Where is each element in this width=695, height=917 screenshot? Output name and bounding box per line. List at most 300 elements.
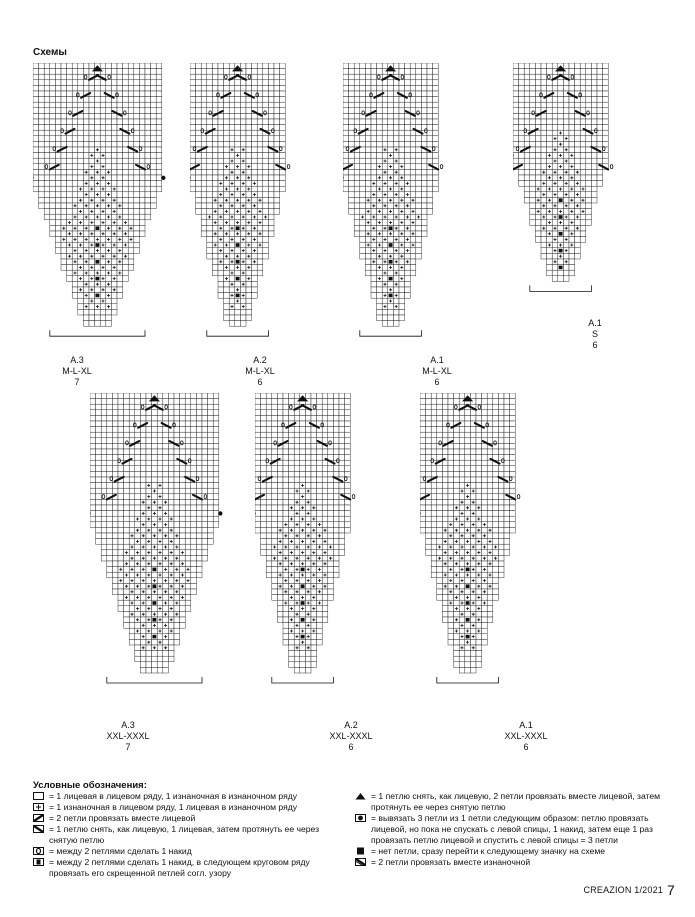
chart-cell [118, 589, 124, 595]
chart-cell [322, 544, 328, 550]
chart-cell [437, 522, 443, 528]
chart-cell [322, 617, 328, 623]
chart-cell [268, 169, 274, 175]
chart-cell [90, 438, 96, 444]
chart-cell [388, 181, 394, 187]
chart-cell [547, 265, 553, 271]
chart-cell [111, 203, 117, 209]
chart-cell [524, 113, 530, 119]
chart-cell [117, 108, 123, 114]
chart-cell [190, 136, 196, 142]
chart-cell [128, 175, 134, 181]
chart-cell [580, 225, 586, 231]
chart-cell [510, 449, 516, 455]
chart-cell [360, 181, 366, 187]
chart-cell [277, 505, 283, 511]
chart-cell [213, 516, 219, 522]
chart-cell [317, 471, 323, 477]
chart-a3-mlxl [33, 63, 202, 348]
chart-cell [421, 108, 427, 114]
chart-cell [305, 466, 311, 472]
chart-cell [541, 63, 547, 69]
chart-cell [240, 253, 246, 259]
chart-cell [558, 108, 564, 114]
chart-cell [493, 393, 499, 399]
chart-cell [185, 466, 191, 472]
chart-cell [202, 483, 208, 489]
chart-cell [201, 85, 207, 91]
chart-cell [263, 186, 269, 192]
chart-cell [470, 438, 476, 444]
chart-cell [311, 600, 317, 606]
chart-cell [157, 567, 163, 573]
chart-cell [257, 265, 263, 271]
chart-cell [55, 113, 61, 119]
chart-cell [123, 169, 129, 175]
chart-cell [487, 471, 493, 477]
chart-cell [405, 80, 411, 86]
chart-cell [493, 578, 499, 584]
chart-cell [382, 125, 388, 131]
chart-cell [317, 393, 323, 399]
chart-cell [135, 522, 141, 528]
chart-cell [246, 69, 252, 75]
chart-cell [129, 634, 135, 640]
chart-cell [117, 153, 123, 159]
chart-cell [33, 147, 39, 153]
chart-cell [487, 404, 493, 410]
chart-cell [586, 181, 592, 187]
chart-cell [107, 533, 113, 539]
chart-cell [168, 522, 174, 528]
chart-cell [317, 623, 323, 629]
chart-cell [563, 197, 569, 203]
chart-cell [343, 69, 349, 75]
chart-cell [277, 578, 283, 584]
chart-cell [89, 281, 95, 287]
chart-cell [393, 97, 399, 103]
chart-cell [580, 108, 586, 114]
chart-cell [185, 415, 191, 421]
chart-cell [263, 74, 269, 80]
chart-cell [207, 253, 213, 259]
chart-cell [140, 662, 146, 668]
chart-cell [67, 102, 73, 108]
chart-cell [266, 511, 272, 517]
chart-cell [118, 432, 124, 438]
chart-cell [513, 80, 519, 86]
chart-cell [78, 214, 84, 220]
chart-cell [174, 449, 180, 455]
chart-cell [317, 511, 323, 517]
chart-cell [388, 281, 394, 287]
chart-cell [399, 125, 405, 131]
right-slant-icon [33, 814, 44, 822]
chart-cell [266, 443, 272, 449]
chart-cell [257, 63, 263, 69]
chart-cell [72, 164, 78, 170]
chart-cell [185, 600, 191, 606]
chart-cell [603, 85, 609, 91]
chart-cell [263, 237, 269, 243]
chart-cell [261, 488, 267, 494]
chart-cell [493, 533, 499, 539]
chart-cell [569, 214, 575, 220]
chart-cell [345, 393, 351, 399]
chart-cell [382, 175, 388, 181]
chart-cell [421, 225, 427, 231]
chart-cell [201, 74, 207, 80]
chart-cell [168, 578, 174, 584]
chart-cell [100, 315, 106, 321]
chart-cell [454, 460, 460, 466]
chart-cell [90, 410, 96, 416]
chart-cell [118, 606, 124, 612]
chart-cell [212, 130, 218, 136]
chart-cell [498, 505, 504, 511]
chart-cell [134, 91, 140, 97]
chart-cell [212, 265, 218, 271]
chart-cell [174, 639, 180, 645]
chart-cell [261, 533, 267, 539]
chart-cell [55, 169, 61, 175]
chart-cell [117, 102, 123, 108]
chart-cell [196, 153, 202, 159]
chart-cell [174, 410, 180, 416]
chart-cell [274, 136, 280, 142]
chart-cell [442, 410, 448, 416]
chart-cell [410, 80, 416, 86]
chart-cell [33, 63, 39, 69]
chart-cell [190, 97, 196, 103]
chart-cell [156, 181, 162, 187]
chart-cell [541, 175, 547, 181]
chart-cell [448, 583, 454, 589]
chart-cell [343, 136, 349, 142]
chart-cell [252, 270, 258, 276]
chart-cell [208, 449, 214, 455]
chart-cell [33, 119, 39, 125]
chart-cell [427, 203, 433, 209]
chart-cell [55, 63, 61, 69]
chart-cell [112, 421, 118, 427]
chart-cell [67, 69, 73, 75]
chart-cell [118, 544, 124, 550]
chart-cell [263, 253, 269, 259]
chart-cell [67, 147, 73, 153]
chart-cell [106, 231, 112, 237]
chart-cell [257, 248, 263, 254]
chart-cell [272, 421, 278, 427]
chart-cell [552, 108, 558, 114]
chart-cell [112, 432, 118, 438]
chart-cell [44, 80, 50, 86]
chart-cell [83, 276, 89, 282]
chart-cell [213, 415, 219, 421]
chart-cell [118, 443, 124, 449]
chart-cell [124, 511, 130, 517]
chart-cell [163, 516, 169, 522]
chart-cell [317, 539, 323, 545]
chart-cell [213, 404, 219, 410]
chart-cell [163, 572, 169, 578]
chart-cell [157, 415, 163, 421]
chart-cell [558, 237, 564, 243]
chart-cell [235, 181, 241, 187]
chart-cell [135, 499, 141, 505]
chart-cell [393, 130, 399, 136]
chart-cell [111, 74, 117, 80]
chart-cell [393, 102, 399, 108]
chart-cell [454, 544, 460, 550]
chart-cell [410, 158, 416, 164]
chart-cell [67, 85, 73, 91]
chart-cell [377, 136, 383, 142]
chart-cell [235, 248, 241, 254]
chart-cell [421, 203, 427, 209]
chart-cell [83, 186, 89, 192]
chart-cell [547, 169, 553, 175]
chart-cell [274, 203, 280, 209]
chart-cell [399, 237, 405, 243]
chart-cell [139, 141, 145, 147]
chart-cell [283, 466, 289, 472]
chart-cell [519, 125, 525, 131]
chart-cell [263, 231, 269, 237]
chart-cell [448, 611, 454, 617]
chart-cell [111, 248, 117, 254]
chart-cell [427, 113, 433, 119]
chart-cell [196, 455, 202, 461]
chart-cell [289, 662, 295, 668]
chart-cell [118, 483, 124, 489]
chart-cell [597, 136, 603, 142]
chart-cell [289, 410, 295, 416]
chart-cell [268, 80, 274, 86]
chart-cell [224, 136, 230, 142]
chart-cell [123, 158, 129, 164]
chart-cell [191, 415, 197, 421]
chart-cell [67, 63, 73, 69]
chart-cell [393, 113, 399, 119]
chart-cell [196, 102, 202, 108]
chart-cell [510, 399, 516, 405]
chart-cell [128, 153, 134, 159]
chart-cell [128, 91, 134, 97]
chart-cell [168, 466, 174, 472]
chart-cell [140, 505, 146, 511]
legend-item-increase [355, 813, 667, 846]
chart-cell [459, 505, 465, 511]
chart-cell [252, 287, 258, 293]
chart-cell [123, 97, 129, 103]
chart-cell [111, 237, 117, 243]
chart-cell [112, 399, 118, 405]
chart-id: A.3 [121, 720, 135, 730]
chart-cell [476, 471, 482, 477]
chart-cell [524, 108, 530, 114]
chart-cell [55, 197, 61, 203]
chart-cell [513, 63, 519, 69]
chart-cell [433, 108, 439, 114]
chart-cell [224, 85, 230, 91]
chart-cell [111, 304, 117, 310]
chart-cell [530, 203, 536, 209]
chart-cell [95, 265, 101, 271]
chart-cell [437, 477, 443, 483]
chart-cell [388, 248, 394, 254]
chart-cell [547, 119, 553, 125]
chart-cell [246, 181, 252, 187]
chart-cell [339, 471, 345, 477]
chart-cell [277, 522, 283, 528]
chart-cell [300, 651, 306, 657]
chart-cell [163, 460, 169, 466]
chart-cell [535, 164, 541, 170]
chart-cell [266, 555, 272, 561]
chart-cell [431, 494, 437, 500]
chart-cell [459, 393, 465, 399]
chart-cell [213, 460, 219, 466]
chart-cell [252, 136, 258, 142]
chart-cell [218, 85, 224, 91]
chart-cell [123, 125, 129, 131]
chart-cell [580, 136, 586, 142]
chart-cell [145, 74, 151, 80]
chart-cell [112, 505, 118, 511]
chart-cell [201, 192, 207, 198]
chart-cell [224, 315, 230, 321]
chart-cell [591, 80, 597, 86]
chart-cell [524, 85, 530, 91]
chart-cell [174, 617, 180, 623]
chart-cell [454, 567, 460, 573]
chart-cell [224, 102, 230, 108]
chart-cell [191, 399, 197, 405]
chart-cell [145, 108, 151, 114]
chart-cell [547, 102, 553, 108]
chart-cell [202, 427, 208, 433]
chart-cell [349, 203, 355, 209]
chart-cell [504, 483, 510, 489]
chart-cell [266, 399, 272, 405]
chart-cell [442, 600, 448, 606]
chart-cell [365, 169, 371, 175]
chart-cell [55, 203, 61, 209]
chart-cell [152, 667, 158, 673]
chart-cell [95, 80, 101, 86]
chart-cell [504, 471, 510, 477]
chart-cell [180, 427, 186, 433]
chart-cell [399, 270, 405, 276]
chart-cell [437, 595, 443, 601]
chart-cell [339, 516, 345, 522]
chart-cell [476, 449, 482, 455]
chart-cell [117, 175, 123, 181]
chart-cell [558, 119, 564, 125]
chart-cell [328, 494, 334, 500]
chart-cell [44, 119, 50, 125]
legend-text: = 2 петли провязать вместе лицевой [49, 813, 196, 823]
chart-cell [83, 231, 89, 237]
chart-cell [44, 175, 50, 181]
chart-cell [504, 533, 510, 539]
chart-cell [229, 125, 235, 131]
chart-cell [134, 108, 140, 114]
chart-cell [519, 153, 525, 159]
chart-cell [212, 153, 218, 159]
chart-cell [333, 399, 339, 405]
chart-cell [101, 421, 107, 427]
chart-cell [360, 237, 366, 243]
chart-cell [603, 125, 609, 131]
chart-cell [416, 153, 422, 159]
chart-cell [83, 164, 89, 170]
chart-cell [317, 572, 323, 578]
chart-cell [563, 97, 569, 103]
chart-cell [311, 427, 317, 433]
chart-cell [569, 270, 575, 276]
chart-cell [431, 443, 437, 449]
chart-cell [140, 572, 146, 578]
chart-cell [272, 589, 278, 595]
chart-cell [156, 85, 162, 91]
chart-cell [339, 399, 345, 405]
chart-cell [266, 438, 272, 444]
chart-cell [289, 449, 295, 455]
chart-cell [541, 220, 547, 226]
chart-cell [575, 74, 581, 80]
chart-cell [157, 600, 163, 606]
chart-cell [67, 119, 73, 125]
chart-cell [552, 130, 558, 136]
chart-cell [252, 63, 258, 69]
chart-cell [465, 415, 471, 421]
chart-cell [591, 186, 597, 192]
chart-cell [156, 69, 162, 75]
chart-cell [283, 639, 289, 645]
chart-cell [339, 410, 345, 416]
chart-cell [100, 169, 106, 175]
chart-cell [504, 522, 510, 528]
chart-cell [465, 522, 471, 528]
chart-cell [168, 483, 174, 489]
chart-cell [106, 113, 112, 119]
chart-cell [272, 455, 278, 461]
chart-cell [410, 136, 416, 142]
chart-cell [157, 455, 163, 461]
chart-cell [252, 265, 258, 271]
chart-cell [67, 125, 73, 131]
chart-cell [135, 415, 141, 421]
chart-cell [493, 567, 499, 573]
chart-cell [252, 102, 258, 108]
chart-cell [261, 522, 267, 528]
chart-cell [134, 242, 140, 248]
chart-cell [255, 449, 261, 455]
chart-cell [365, 259, 371, 265]
chart-cell [263, 181, 269, 187]
chart-cell [328, 561, 334, 567]
chart-cell [124, 617, 130, 623]
chart-cell [266, 404, 272, 410]
chart-cell [111, 63, 117, 69]
chart-cell [268, 220, 274, 226]
chart-cell [208, 499, 214, 505]
chart-cell [207, 225, 213, 231]
chart-cell [510, 511, 516, 517]
chart-cell [487, 567, 493, 573]
